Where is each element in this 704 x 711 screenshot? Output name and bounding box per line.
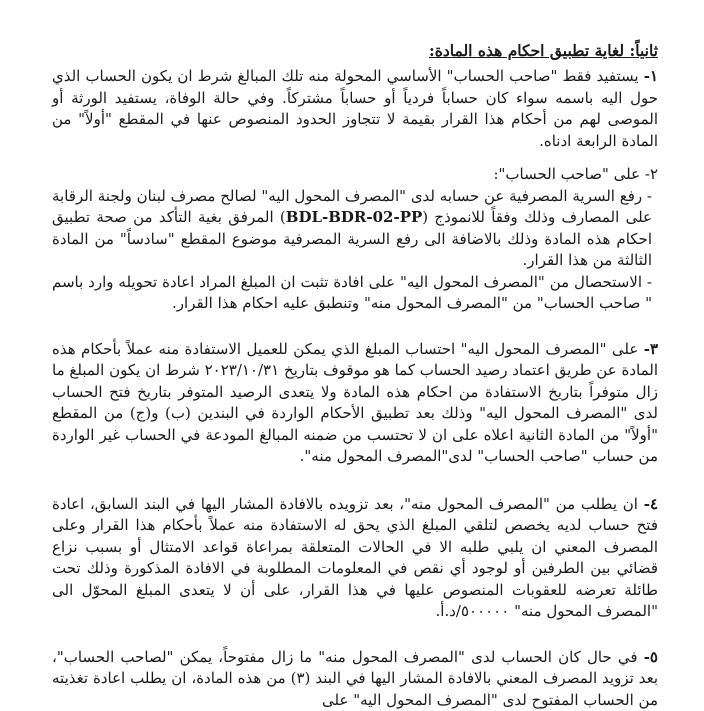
paragraph-2 xyxy=(52,164,658,315)
paragraph-2-label-line xyxy=(52,164,658,186)
paragraph-4 xyxy=(52,494,658,623)
paragraph-2-number: ٢- xyxy=(645,165,658,183)
section-heading-prefix: ثانياً xyxy=(635,41,658,60)
paragraph-3-text: على "المصرف المحول اليه" احتساب المبلغ الذي يمكن للعميل الاستفادة منه عملاً بأحكام هذه المادة عن طريق اعتماد رصيد الحساب كما هو موقوف بتاريخ ٢٠٢٣/١٠/٣١ شرط ان يكون المبلغ ما زال متوفراً بتاريخ الاستفادة من احكام هذه المادة ولا يتعدى الرصيد المتوفر بتاريخ فتح الحساب لدى "المصرف المحول اليه" وذلك بعد تطبيق الأحكام الواردة في البندين (ب) و(ج) من المقطع "أولاً" من المادة الثانية اعلاه على ان لا تحتسب من ضمنه المبالغ المودعة في الحساب غير الواردة من حساب "صاحب الحساب" لدى"المصرف المحول منه". xyxy=(52,340,658,466)
paragraph-4-number: ٤- xyxy=(644,495,658,513)
paragraph-1 xyxy=(52,66,658,152)
bullet-1-after: ) المرفق بغية التأكد من صحة تطبيق احكام هذه المادة وذلك بالاضافة الى رفع السرية المصرفية موضوع المقطع "سادساً" من المادة الثالثة من هذا القرار. xyxy=(52,208,652,269)
paragraph-2-bullet-2: - الاستحصال من "المصرف المحول اليه" على افادة تثبت ان المبلغ المراد اعادة تحويله وارد باسم " صاحب الحساب" من "المصرف المحول منه" وتنطبق عليه احكام هذا القرار. xyxy=(52,272,658,315)
paragraph-5-text: في حال كان الحساب لدى "المصرف المحول منه" ما زال مفتوحاً، يمكن "لصاحب الحساب"، بعد تزويد المصرف المعني بالافادة المشار اليها في البند (٣) من هذه المادة، ان يطلب اعادة تغذيته من الحساب المفتوح لدى "المصرف المحول اليه" على xyxy=(52,648,658,709)
form-code: BDL-BDR-02-PP xyxy=(286,208,423,226)
paragraph-5-number: ٥- xyxy=(644,648,658,666)
paragraph-1-text: يستفيد فقط "صاحب الحساب" الأساسي المحولة منه تلك المبالغ شرط ان يكون الحساب الذي حول اليه باسمه سواء كان حساباً فردياً أو حساباً مشتركاً. وفي حالة الوفاة، يستفيد الورثة أو الموصى لهم من أحكام هذا القرار بقيمة لا تتجاوز الحدود المنصوص عنها في المقطع "أولاً" من المادة الرابعة ادناه. xyxy=(52,67,658,150)
paragraph-5 xyxy=(52,647,658,711)
paragraph-1-number: ١- xyxy=(644,67,658,85)
paragraph-3-number: ٣- xyxy=(644,340,658,358)
bullet-1-before: - رفع السرية المصرفية عن حسابه لدى "المصرف المحول اليه" لصالح مصرف لبنان ولجنة الرقابة على المصارف وذلك وفقاً للانموذج ( xyxy=(52,187,652,227)
section-heading xyxy=(52,40,658,62)
section-heading-text: : لغاية تطبيق احكام هذه المادة: xyxy=(429,41,635,60)
paragraph-2-bullet-1 xyxy=(52,186,658,272)
paragraph-4-text: ان يطلب من "المصرف المحول منه"، بعد تزويده بالافادة المشار اليها في البند السابق، اعادة فتح حساب لديه يخصص لتلقي المبلغ الذي يحق له الاستفادة منه عملاً بأحكام هذا القرار وعلى المصرف المعني ان يلبي طلبه الا في الحالات المتعلقة بمراعاة قواعد الامتثال أو بسبب نزاع قضائي بين الطرفين أو لوجود أي نقص في المعلومات المطلوبة في الافادة المذكورة وذلك تحت طائلة تعرضه للعقوبات المنصوص عليها في هذا القرار، على أن لا يتعدى المبلغ المحوّل الى "المصرف المحول منه" ٥٠٠٠٠٠/د.أ. xyxy=(52,495,658,621)
paragraph-2-label: على "صاحب الحساب": xyxy=(493,165,640,183)
paragraph-3 xyxy=(52,339,658,468)
